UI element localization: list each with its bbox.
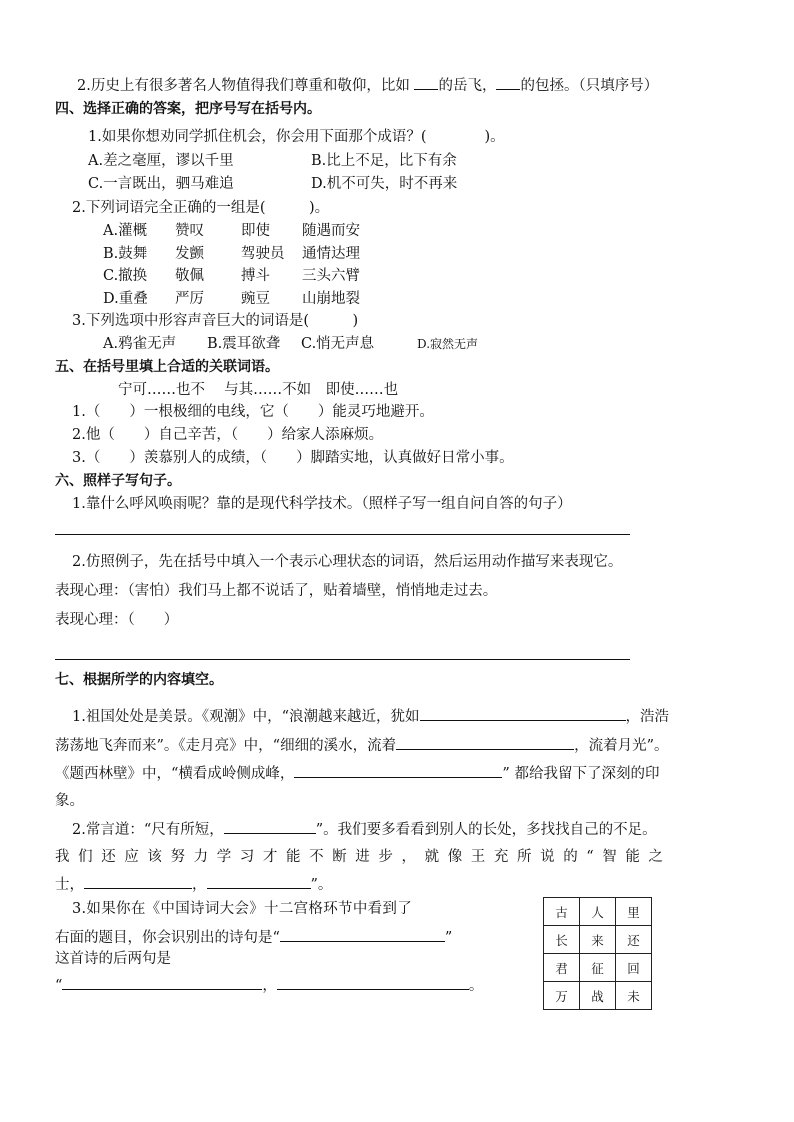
text: ” 都给我留下了深刻的印 bbox=[502, 766, 660, 782]
s7-q2-line-3 bbox=[55, 874, 332, 895]
word: 随遇而安 bbox=[302, 223, 360, 239]
word: 即使 bbox=[241, 223, 270, 239]
word: B.鼓舞 bbox=[103, 246, 148, 262]
text: ， bbox=[262, 978, 277, 994]
word: 三头六臂 bbox=[302, 268, 360, 284]
s7-q1-line-3 bbox=[55, 763, 659, 784]
grid-cell[interactable]: 征 bbox=[580, 954, 616, 982]
s7-q1-blank-1[interactable] bbox=[420, 706, 626, 721]
s5-q3: 3.（ ）羡慕别人的成绩，（ ）脚踏实地，认真做好日常小事。 bbox=[72, 450, 514, 466]
word: 发颤 bbox=[175, 246, 204, 262]
s7-q1-blank-2[interactable] bbox=[396, 735, 574, 750]
text: 1.祖国处处是美景。《观潮》中，“浪潮越来越近，犹如 bbox=[72, 709, 420, 725]
text: ”。我们要多看看到别人的长处，多找找自己的不足。 bbox=[315, 822, 657, 838]
word: 驾驶员 bbox=[241, 246, 285, 262]
s4-q3-option-d: D.寂然无声 bbox=[417, 337, 479, 351]
s4-q3-options bbox=[103, 334, 478, 354]
s4-q2-row-b bbox=[103, 244, 360, 264]
s4-q1-option-a: A.差之毫厘，谬以千里 bbox=[88, 153, 234, 169]
s7-q1-line-1 bbox=[72, 706, 669, 727]
s3-q2-blank-2[interactable] bbox=[496, 75, 520, 90]
s6-q1-answer-line[interactable] bbox=[55, 534, 630, 535]
s6-q1: 1.靠什么呼风唤雨呢？靠的是现代科学技术。（照样子写一组自问自答的句子） bbox=[72, 496, 572, 512]
word: 通情达理 bbox=[302, 246, 360, 262]
s6-heading: 六、照样子写句子。 bbox=[55, 473, 181, 489]
s4-q2: 2.下列词语完全正确的一组是( )。 bbox=[72, 200, 330, 216]
s7-heading: 七、根据所学的内容填空。 bbox=[55, 672, 223, 688]
text: 右面的题目，你会识别出的诗句是“ bbox=[55, 930, 280, 946]
word: C.撤换 bbox=[103, 268, 148, 284]
text: 士， bbox=[55, 877, 84, 893]
text: 。 bbox=[468, 978, 484, 994]
s4-heading: 四、选择正确的答案，把序号写在括号内。 bbox=[55, 101, 321, 117]
s4-q3-option-c: C.悄无声息 bbox=[301, 336, 375, 352]
grid-cell[interactable]: 还 bbox=[616, 926, 652, 954]
grid-cell[interactable]: 未 bbox=[616, 982, 652, 1010]
poem-character-grid bbox=[543, 897, 652, 1010]
s7-q1-line-2 bbox=[55, 735, 669, 756]
word: 严厉 bbox=[175, 291, 204, 307]
s7-q2-blank-3[interactable] bbox=[207, 874, 311, 889]
text: “ bbox=[55, 978, 63, 994]
s7-q2-blank-1[interactable] bbox=[224, 819, 316, 834]
grid-cell[interactable]: 里 bbox=[616, 898, 652, 926]
s5-word-options: 宁可……也不 与其……不如 即使……也 bbox=[118, 382, 399, 398]
s4-q3-option-a: A.鸦雀无声 bbox=[103, 336, 177, 352]
text: 2.常言道：“尺有所短， bbox=[72, 822, 224, 838]
s6-task: 表现心理：（ ） bbox=[55, 612, 179, 628]
word: 敬佩 bbox=[175, 268, 204, 284]
s6-q2: 2.仿照例子，先在括号中填入一个表示心理状态的词语，然后运用动作描写来表现它。 bbox=[72, 554, 623, 570]
grid-cell[interactable]: 回 bbox=[616, 954, 652, 982]
s7-q3-line-4 bbox=[55, 975, 483, 996]
s7-q3-blank-1[interactable] bbox=[280, 927, 445, 942]
s7-q1-blank-3[interactable] bbox=[294, 763, 502, 778]
s4-q1: 1.如果你想劝同学抓住机会，你会用下面那个成语？( )。 bbox=[88, 129, 505, 145]
s3-question-2 bbox=[77, 75, 658, 96]
s6-q2-answer-line[interactable] bbox=[55, 659, 630, 660]
s3-q2-text-c: 的包拯。（只填序号） bbox=[520, 78, 659, 94]
s4-q3: 3.下列选项中形容声音巨大的词语是( ) bbox=[72, 313, 359, 329]
word: D.重叠 bbox=[103, 291, 148, 307]
text: ， bbox=[192, 877, 207, 893]
s7-q3-line-1: 3.如果你在《中国诗词大会》十二宫格环节中看到了 bbox=[72, 901, 413, 917]
grid-cell[interactable]: 来 bbox=[580, 926, 616, 954]
s7-q1-line-4: 象。 bbox=[55, 793, 84, 809]
s3-q2-blank-1[interactable] bbox=[414, 75, 438, 90]
text: 荡荡地飞奔而来”。《走月亮》中，“细细的溪水，流着 bbox=[55, 738, 397, 754]
s7-q2-blank-2[interactable] bbox=[84, 874, 192, 889]
s3-q2-text-b: 的岳飞， bbox=[438, 78, 497, 94]
word: A.灌概 bbox=[103, 223, 148, 239]
s7-q3-blank-2[interactable] bbox=[62, 975, 262, 990]
word: 豌豆 bbox=[241, 291, 270, 307]
grid-cell[interactable]: 战 bbox=[580, 982, 616, 1010]
s4-q2-row-d bbox=[103, 289, 360, 309]
s4-q3-option-b: B.震耳欲聋 bbox=[207, 336, 281, 352]
s3-q2-text-a: 2.历史上有很多著名人物值得我们尊重和敬仰，比如 bbox=[77, 78, 415, 94]
grid-cell[interactable]: 人 bbox=[580, 898, 616, 926]
s5-heading: 五、在括号里填上合适的关联词语。 bbox=[55, 359, 279, 375]
s7-q3-line-2 bbox=[55, 927, 452, 948]
s7-q2-line-2: 我们还应该努力学习才能不断进步，就像王充所说的“智能之 bbox=[55, 849, 672, 865]
text: ，流着月光”。 bbox=[574, 738, 669, 754]
s5-q1: 1.（ ）一根极细的电线，它（ ）能灵巧地避开。 bbox=[72, 404, 434, 420]
text: ” bbox=[444, 930, 453, 946]
s7-q3-line-3: 这首诗的后两句是 bbox=[55, 951, 171, 967]
s4-q1-option-c: C.一言既出，驷马难追 bbox=[88, 176, 234, 192]
text: ”。 bbox=[310, 877, 333, 893]
text: 《题西林壁》中，“横看成岭侧成峰， bbox=[55, 766, 295, 782]
s4-q2-row-a bbox=[103, 221, 360, 241]
grid-cell[interactable]: 万 bbox=[544, 982, 580, 1010]
s6-example: 表现心理：（害怕）我们马上都不说话了，贴着墙壁，悄悄地走过去。 bbox=[55, 583, 498, 599]
s4-q2-row-c bbox=[103, 266, 360, 286]
grid-cell[interactable]: 君 bbox=[544, 954, 580, 982]
word: 赞叹 bbox=[175, 223, 204, 239]
word: 搏斗 bbox=[241, 268, 270, 284]
s4-q1-option-b: B.比上不足，比下有余 bbox=[311, 153, 457, 169]
word: 山崩地裂 bbox=[302, 291, 360, 307]
text: ，浩浩 bbox=[625, 709, 669, 725]
grid-cell[interactable]: 长 bbox=[544, 926, 580, 954]
s5-q2: 2.他（ ）自己辛苦，（ ）给家人添麻烦。 bbox=[72, 427, 384, 443]
s4-q1-option-d: D.机不可失，时不再来 bbox=[311, 176, 458, 192]
s7-q2-line-1 bbox=[72, 819, 657, 840]
grid-cell[interactable]: 古 bbox=[544, 898, 580, 926]
s7-q3-blank-3[interactable] bbox=[277, 975, 469, 990]
